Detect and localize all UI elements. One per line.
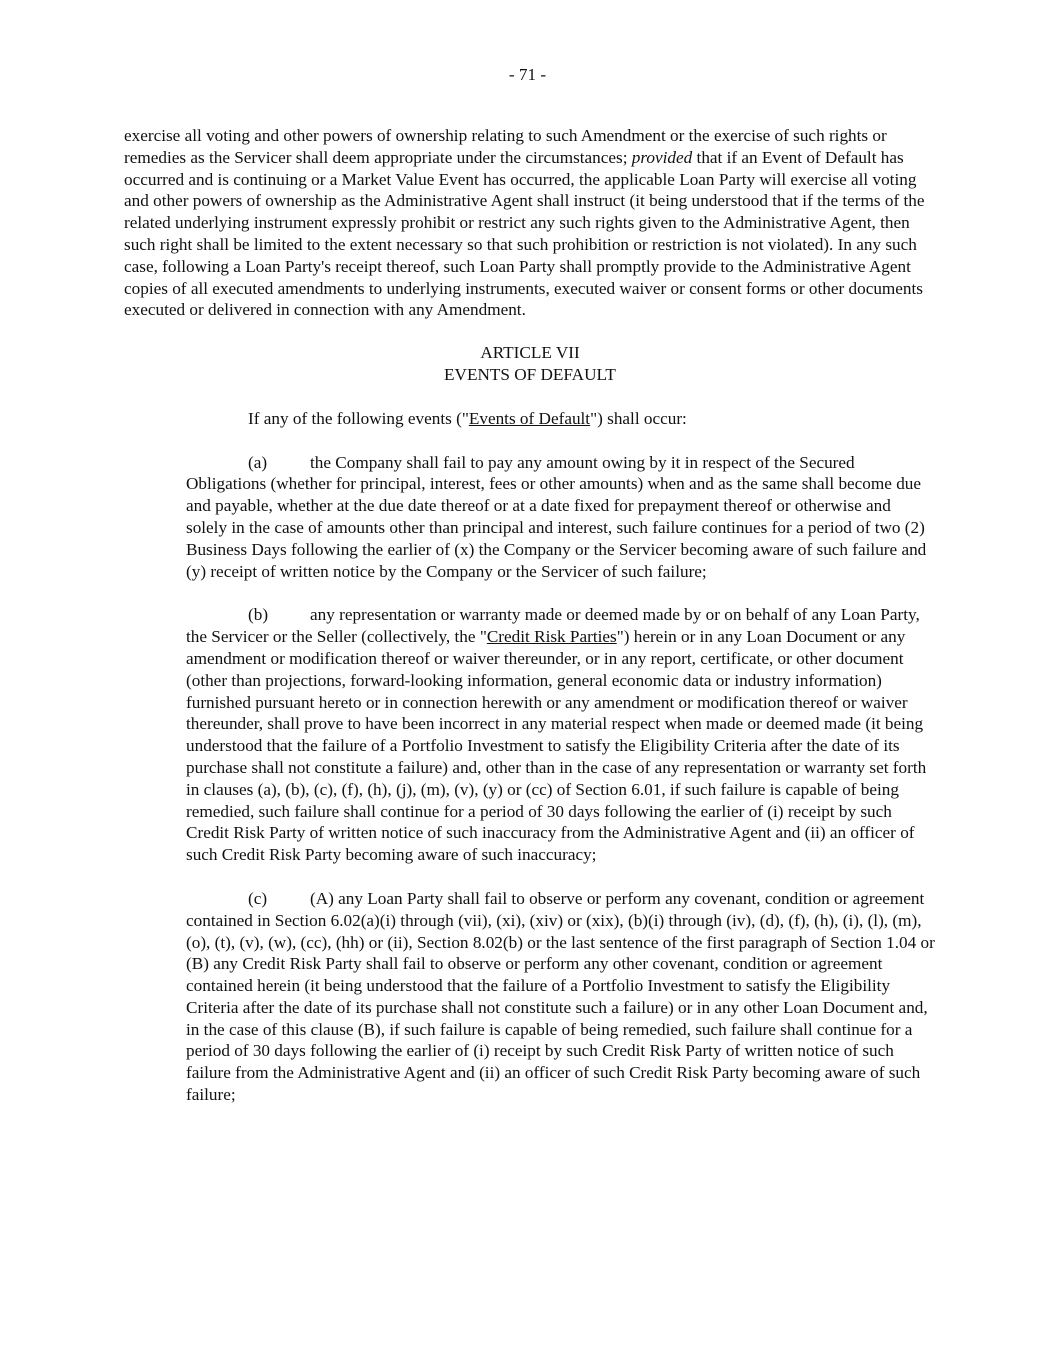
clause-c-text: (A) any Loan Party shall fail to observe or perform any covenant, condition or agreement contained in Section 6.02(a)(i) through (vii), (xi), (xiv) or (xix), (b)(i) through (iv), (d), (f), (h), (i), (l), (m), (o), (t), (v), (w), (cc), (hh) or (ii), Section 8.02(b) or the last sentence of the first paragraph of Section 1.04 or (B) any Credit Risk Party shall fail to observe or perform any other covenant, condition or agreement contained herein (it being understood that the failure of a Portfolio Investment to satisfy the Eligibility Criteria after the date of its purchase shall not constitute such a failure) or in any other Loan Document and, in the case of this clause (B), if such failure is capable of being remedied, such failure shall continue for a period of 30 days following the earlier of (i) receipt by such Credit Risk Party of written notice of such failure from the Administrative Agent and (ii) an officer of such Credit Risk Party becoming aware of such failure;: [186, 888, 935, 1105]
clause-a-text: the Company shall fail to pay any amount owing by it in respect of the Secured Obligations (whether for principal, interest, fees or other amounts) when and as the same shall become due and payable, whether at the due date thereof or at a date fixed for prepayment thereof or otherwise and solely in the case of amounts other than principal and interest, such failure continues for a period of two (2) Business Days following the earlier of (x) the Company or the Servicer becoming aware of such failure and (y) receipt of written notice by the Company or the Servicer of such failure;: [186, 452, 927, 581]
clause-a: [186, 452, 936, 583]
clause-c: [186, 888, 936, 1106]
document-body: [124, 125, 936, 1106]
page-number: - 71 -: [508, 65, 547, 84]
defined-term-credit-risk-parties: Credit Risk Parties: [486, 627, 617, 647]
clause-a-label: (a): [248, 452, 268, 472]
opening-paragraph-part2: that if an Event of Default has occurred and is continuing or a Market Value Event has occurred, the applicable Loan Party will exercise all voting and other powers of ownership as the Administrative Agent shall instruct (it being understood that if the terms of the related underlying instrument expressly prohibit or restrict any such rights given to the Administrative Agent, then such right shall be limited to the extent necessary so that such prohibition or restriction is not violated). In any such case, following a Loan Party's receipt thereof, such Loan Party shall promptly provide to the Administrative Agent copies of all executed amendments to underlying instruments, executed waiver or consent forms or other documents executed or delivered in connection with any Amendment.: [124, 147, 925, 320]
intro-after: ") shall occur:: [590, 408, 687, 428]
clause-b-before: any representation or warranty made or deemed made by or on behalf of any Loan Party, the Servicer or the Seller (collectively, the ": [186, 605, 920, 647]
clause-b: [186, 604, 936, 866]
article-number: ARTICLE VII: [480, 343, 580, 363]
clause-b-label: (b): [248, 605, 269, 625]
clause-b-after: ") herein or in any Loan Document or any amendment or modification thereof or waiver thereunder, or in any report, certificate, or other document (other than projections, forward-looking information, general economic data or industry information) furnished pursuant hereto or in connection herewith or any amendment or modification thereof or waiver thereunder, shall prove to have been incorrect in any material respect when made or deemed made (it being understood that the failure of a Portfolio Investment to satisfy the Eligibility Criteria after the date of its purchase shall not constitute a failure) and, other than in the case of any representation or warranty set forth in clauses (a), (b), (c), (f), (h), (j), (m), (v), (y) or (cc) of Section 6.01, if such failure is capable of being remedied, such failure shall continue for a period of 30 days following the earlier of (i) receipt by such Credit Risk Party of written notice of such inaccuracy from the Administrative Agent and (ii) an officer of such Credit Risk Party becoming aware of such inaccuracy;: [186, 627, 927, 865]
article-title: EVENTS OF DEFAULT: [444, 364, 616, 384]
provided-term: provided: [631, 147, 693, 167]
article-heading: [124, 342, 936, 386]
opening-paragraph-part1: exercise all voting and other powers of ownership relating to such Amendment or the exercise of such rights or remedies as the Servicer shall deem appropriate under the circumstances;: [124, 126, 887, 167]
defined-term-events-of-default: Events of Default: [468, 408, 591, 428]
opening-paragraph: [124, 125, 936, 321]
clause-c-label: (c): [248, 888, 268, 908]
events-intro: [124, 408, 936, 430]
intro-before: If any of the following events (": [248, 408, 469, 428]
